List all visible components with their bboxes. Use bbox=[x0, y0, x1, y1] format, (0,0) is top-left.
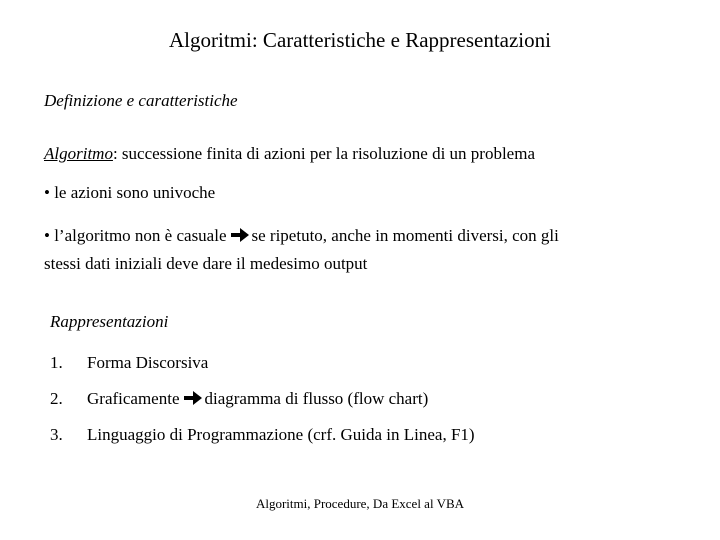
list-item bbox=[50, 352, 208, 374]
bullet-non-casuale bbox=[44, 225, 559, 247]
bullet-non-casuale-consequence: se ripetuto, anche in momenti diversi, con gli bbox=[251, 226, 559, 245]
list-item-text: Graficamente bbox=[87, 389, 180, 408]
list-item-text: Linguaggio di Programmazione (crf. Guida in Linea, F1) bbox=[87, 425, 475, 444]
bullet-non-casuale-continuation: stessi dati iniziali deve dare il medesimo output bbox=[44, 254, 368, 273]
right-arrow-icon bbox=[184, 391, 202, 405]
list-item-number: 1. bbox=[50, 353, 63, 372]
list-item bbox=[50, 388, 428, 410]
definition-text: : successione finita di azioni per la risoluzione di un problema bbox=[112, 144, 535, 163]
list-item-number: 2. bbox=[50, 389, 63, 408]
bullet-univoche: • le azioni sono univoche bbox=[44, 183, 216, 202]
representations-heading: Rappresentazioni bbox=[50, 312, 169, 331]
slide-title: Algoritmi: Caratteristiche e Rappresentazioni bbox=[169, 28, 551, 52]
list-item-detail: diagramma di flusso (flow chart) bbox=[204, 389, 429, 408]
list-item bbox=[50, 424, 475, 446]
definition-heading: Definizione e caratteristiche bbox=[44, 91, 238, 110]
bullet-non-casuale-premise: • l’algoritmo non è casuale bbox=[44, 226, 227, 245]
right-arrow-icon bbox=[231, 228, 249, 242]
definition-term: Algoritmo bbox=[44, 144, 113, 163]
definition-line bbox=[44, 143, 535, 165]
slide-footer: Algoritmi, Procedure, Da Excel al VBA bbox=[255, 496, 465, 511]
list-item-number: 3. bbox=[50, 425, 63, 444]
list-item-text: Forma Discorsiva bbox=[87, 353, 209, 372]
